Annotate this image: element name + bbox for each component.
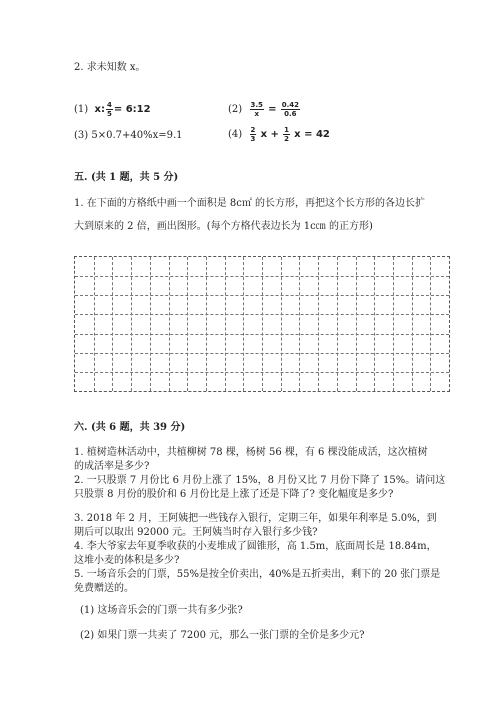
equation-4-rhs: x = 42 — [294, 129, 330, 140]
equation-4-middle: x + — [260, 129, 279, 140]
grid-horizontal-line — [75, 295, 449, 296]
grid-horizontal-line — [75, 372, 449, 373]
equation-2 — [228, 101, 301, 118]
question-heading: 2. 求未知数 x。 — [74, 62, 146, 73]
section-6-subquestion-1: (1) 这场音乐会的门票一共有多少张? — [80, 605, 243, 616]
equation-1-lhs: x: — [94, 104, 105, 115]
equation-4 — [228, 126, 330, 143]
fraction-denominator: 2 — [284, 135, 289, 143]
equation-2-fraction-right — [281, 101, 300, 118]
section-6-line: 4. 李大爷家去年夏季收获的小麦堆成了圆锥形，高 1.5m，底面周长是 18.84m， — [74, 541, 437, 552]
section-6-line: 的成活率是多少? — [74, 461, 150, 472]
grid-horizontal-line — [75, 314, 449, 315]
equation-1-rhs: = 6:12 — [113, 104, 151, 115]
grid-horizontal-line — [75, 334, 449, 335]
section-5-title: 五. (共 1 题，共 5 分) — [74, 172, 179, 183]
equation-1-number: (1) — [74, 104, 89, 115]
section-6-subquestion-2: (2) 如果门票一共卖了 7200 元，那么一张门票的全价是多少元? — [80, 630, 365, 641]
equation-2-equals: = — [268, 104, 277, 115]
section-5-question-line-1: 1. 在下面的方格纸中画一个面积是 8c㎡ 的长方形，再把这个长方形的各边长扩 — [74, 198, 426, 209]
section-6-line: 免费赠送的。 — [74, 583, 134, 594]
equation-2-fraction-left — [250, 101, 264, 118]
section-6-line: 期后可以取出 92000 元。王阿姨当时存入银行多少钱? — [74, 527, 318, 538]
fraction-denominator: 5 — [106, 110, 112, 118]
fraction-denominator: 0.6 — [284, 110, 297, 118]
fraction-denominator: 3 — [250, 135, 256, 143]
equation-4-number: (4) — [228, 129, 243, 140]
equation-2-number: (2) — [228, 104, 243, 115]
fraction-numerator: 4 — [106, 101, 112, 109]
fraction-numerator: 1 — [284, 126, 289, 134]
section-6-line: 2. 一只股票 7 月份比 6 月份上涨了 15%，8 月份又比 7 月份下降了 15%。请问这 — [74, 475, 446, 486]
section-6-line: 只股票 8 月份的股价和 6 月份比是上涨了还是下降了? 变化幅度是多少? — [74, 489, 394, 500]
grid-horizontal-line — [75, 276, 449, 277]
section-6-line: 1. 植树造林活动中，共植柳树 78 棵，杨树 56 棵，有 6 棵没能成活，这次植树 — [74, 447, 428, 458]
equation-3: (3) 5×0.7+40%x=9.1 — [74, 130, 183, 141]
equation-1-fraction — [106, 101, 113, 118]
equation-1 — [74, 101, 151, 118]
section-6-title: 六. (共 6 题，共 39 分) — [74, 422, 186, 433]
section-6-line: 这堆小麦的体积是多少? — [74, 555, 180, 566]
equation-4-fraction-2 — [283, 126, 290, 143]
fraction-numerator: 0.42 — [281, 101, 299, 109]
graph-paper-grid — [74, 256, 450, 392]
fraction-denominator: x — [254, 110, 259, 118]
section-6-line: 5. 一场音乐会的门票，55%是按全价卖出，40%是五折卖出，剩下的 20 张门票是 — [74, 569, 441, 580]
section-6-line: 3. 2018 年 2 月，王阿姨把一些钱存入银行，定期三年，如果年利率是 5.0%，到 — [74, 513, 437, 524]
fraction-numerator: 3.5 — [250, 101, 263, 109]
fraction-numerator: 2 — [250, 126, 256, 134]
grid-horizontal-line — [75, 353, 449, 354]
section-5-question-line-2: 大到原来的 2 倍，画出图形。(每个方格代表边长为 1c㎝ 的正方形) — [74, 221, 373, 232]
equation-4-fraction-1 — [250, 126, 257, 143]
